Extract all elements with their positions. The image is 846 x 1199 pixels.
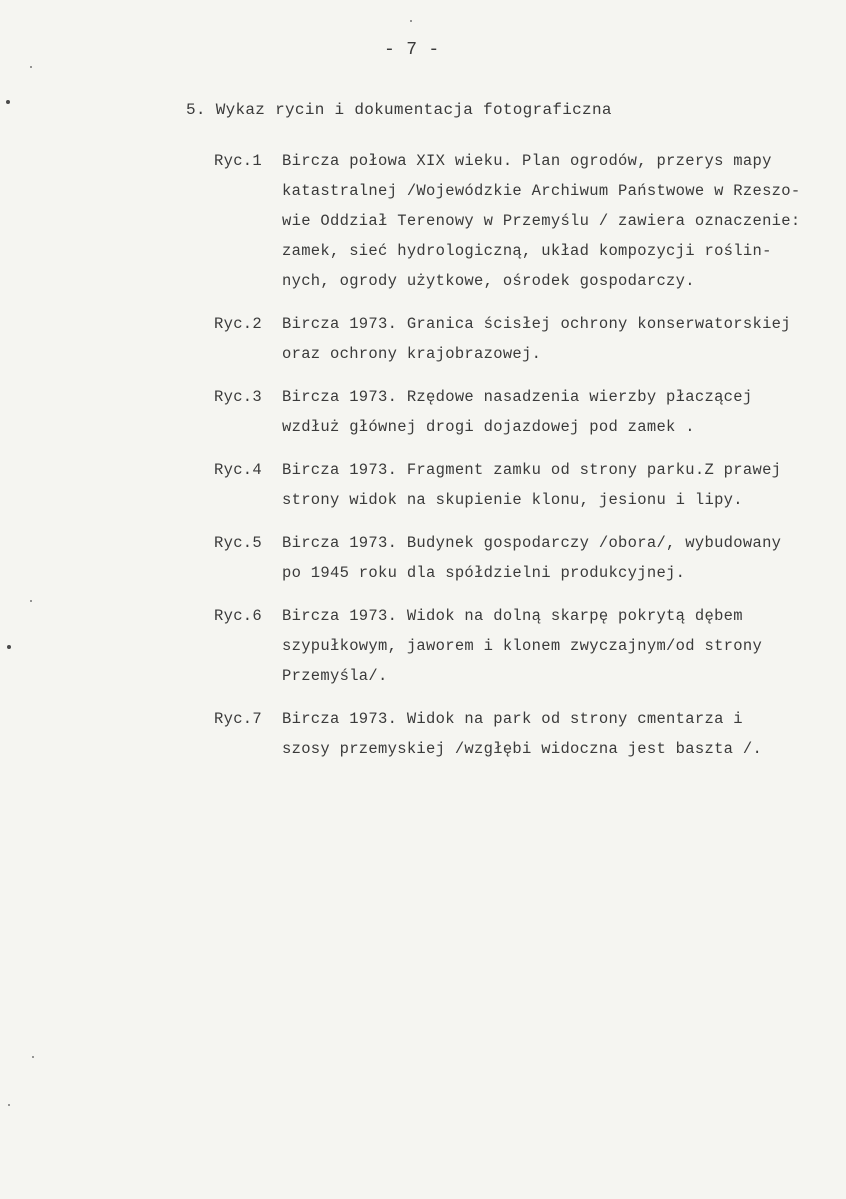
description-line: Bircza 1973. Rzędowe nasadzenia wierzby płaczącej — [282, 388, 753, 406]
punch-mark — [8, 1104, 10, 1106]
figure-list — [214, 146, 844, 777]
description-line: Przemyśla/. — [282, 667, 388, 685]
description-line: szypułkowym, jaworem i klonem zwyczajnym/od strony — [282, 637, 763, 655]
description-line: Bircza 1973. Widok na park od strony cmentarza i — [282, 710, 743, 728]
description-line: Bircza 1973. Budynek gospodarczy /obora/, wybudowany — [282, 534, 782, 552]
figure-description — [282, 704, 844, 764]
punch-mark — [7, 645, 11, 649]
page-number: - 7 - — [384, 40, 440, 60]
description-line: strony widok na skupienie klonu, jesionu i lipy. — [282, 491, 743, 509]
description-line: szosy przemyskiej /wzgłębi widoczna jest baszta /. — [282, 740, 763, 758]
figure-label: Ryc.7 — [214, 710, 263, 728]
description-line: po 1945 roku dla spółdzielni produkcyjnej. — [282, 564, 686, 582]
description-line: wie Oddział Terenowy w Przemyślu / zawiera oznaczenie: — [282, 212, 801, 230]
figure-description — [282, 528, 844, 588]
description-line: Bircza 1973. Widok na dolną skarpę pokrytą dębem — [282, 607, 743, 625]
description-line: zamek, sieć hydrologiczną, układ kompozycji roślin- — [282, 242, 772, 260]
description-line: Bircza połowa XIX wieku. Plan ogrodów, przerys mapy — [282, 152, 772, 170]
figure-entry — [214, 382, 844, 442]
description-line: katastralnej /Wojewódzkie Archiwum Państwowe w Rzeszo- — [282, 182, 801, 200]
description-line: oraz ochrony krajobrazowej. — [282, 345, 542, 363]
figure-label: Ryc.5 — [214, 534, 263, 552]
punch-mark — [6, 100, 10, 104]
figure-entry — [214, 601, 844, 691]
figure-entry — [214, 455, 844, 515]
punch-mark — [410, 20, 412, 22]
description-line: nych, ogrody użytkowe, ośrodek gospodarczy. — [282, 272, 695, 290]
punch-mark — [30, 66, 32, 68]
punch-mark — [30, 600, 32, 602]
figure-entry — [214, 528, 844, 588]
description-line: Bircza 1973. Granica ścisłej ochrony konserwatorskiej — [282, 315, 791, 333]
figure-description — [282, 382, 844, 442]
figure-label: Ryc.3 — [214, 388, 263, 406]
figure-label: Ryc.4 — [214, 461, 263, 479]
figure-entry — [214, 704, 844, 764]
description-line: Bircza 1973. Fragment zamku od strony parku.Z prawej — [282, 461, 782, 479]
figure-label: Ryc.6 — [214, 607, 263, 625]
figure-label: Ryc.2 — [214, 315, 263, 333]
figure-entry — [214, 309, 844, 369]
figure-entry — [214, 146, 844, 296]
figure-description — [282, 309, 844, 369]
punch-mark — [32, 1056, 34, 1058]
figure-description — [282, 601, 844, 691]
description-line: wzdłuż głównej drogi dojazdowej pod zamek . — [282, 418, 695, 436]
section-heading: 5. Wykaz rycin i dokumentacja fotograficzna — [186, 101, 612, 119]
figure-label: Ryc.1 — [214, 152, 263, 170]
figure-description — [282, 146, 844, 296]
figure-description — [282, 455, 844, 515]
